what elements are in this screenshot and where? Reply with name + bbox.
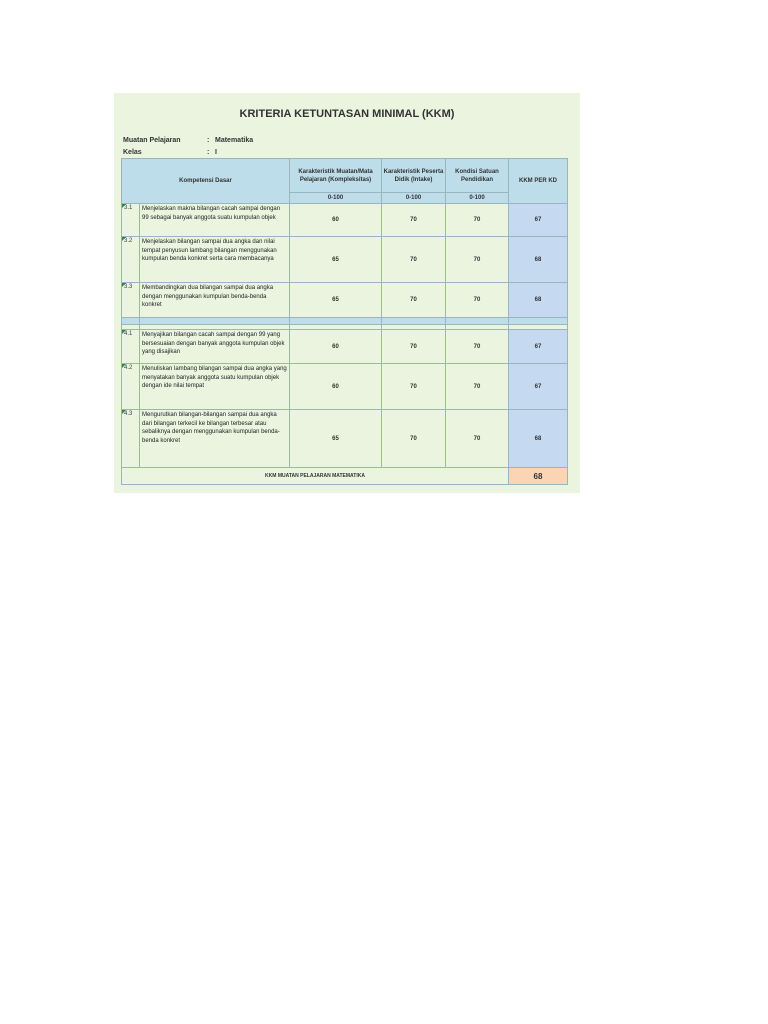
table-row [122,330,568,364]
page-title: KRITERIA KETUNTASAN MINIMAL (KKM) [239,108,455,120]
pendidikan-value: 70 [446,330,509,364]
kompleksitas-value: 65 [290,283,382,318]
pendidikan-value: 70 [446,204,509,237]
kd-description: Menuliskan lambang bilangan sampai dua angka yang menyatakan banyak anggota suatu kumpulan objek dengan ide nilai tempat [140,364,290,410]
kd-description: Menjelaskan bilangan sampai dua angka dan nilai tempat penyusun lambang bilangan menggunakan kumpulan benda konkret serta cara membacanya [140,237,290,283]
table-row [122,204,568,237]
header-kompetensi-dasar: Kompetensi Dasar [122,159,290,204]
kd-number: 3.1 [122,204,140,237]
summary-kkm-value: 68 [509,468,568,485]
meta-label: Muatan Pelajaran [123,137,181,144]
intake-value: 70 [382,410,446,468]
pendidikan-value: 70 [446,283,509,318]
kd-number: 4.3 [122,410,140,468]
header-kompleksitas: Karakteristik Muatan/Mata Pelajaran (Kompleksitas) [290,159,382,193]
pendidikan-value: 70 [446,364,509,410]
table-row [122,410,568,468]
meta-colon: : [207,137,210,144]
group-separator [122,318,568,325]
header-intake: Karakteristik Peserta Didik (Intake) [382,159,446,193]
meta-value: Matematika [215,137,254,144]
kkm-value: 68 [509,410,568,468]
header-range: 0-100 [290,193,382,204]
kkm-value: 68 [509,237,568,283]
kompleksitas-value: 60 [290,204,382,237]
summary-label: KKM MUATAN PELAJARAN MATEMATIKA [122,468,509,485]
kd-description: Mengurutkan bilangan-bilangan sampai dua angka dari bilangan terkecil ke bilangan terbesar atau sebaliknya dengan menggunakan kumpulan benda-benda konkret [140,410,290,468]
header-range: 0-100 [382,193,446,204]
pendidikan-value: 70 [446,237,509,283]
kd-number: 3.3 [122,283,140,318]
table-row [122,237,568,283]
meta-class [123,149,217,156]
table-row [122,364,568,410]
kd-number: 3.2 [122,237,140,283]
header-kkm-per-kd: KKM PER KD [509,159,568,204]
kompleksitas-value: 60 [290,330,382,364]
kd-number: 4.1 [122,330,140,364]
meta-colon: : [207,149,210,156]
intake-value: 70 [382,283,446,318]
meta-value: I [215,149,217,156]
kd-description: Menyajikan bilangan cacah sampai dengan 99 yang bersesuaian dengan banyak anggota kumpulan objek yang disajikan [140,330,290,364]
intake-value: 70 [382,330,446,364]
kkm-table [121,158,568,485]
kompleksitas-value: 60 [290,364,382,410]
meta-label: Kelas [123,149,142,156]
summary-row [122,468,568,485]
kd-description: Menjelaskan makna bilangan cacah sampai dengan 99 sebagai banyak anggota suatu kumpulan objek [140,204,290,237]
intake-value: 70 [382,364,446,410]
kkm-value: 67 [509,330,568,364]
intake-value: 70 [382,237,446,283]
kkm-value: 67 [509,204,568,237]
meta-subject [123,137,253,144]
kd-description: Membandingkan dua bilangan sampai dua angka dengan menggunakan kumpulan benda-benda konkret [140,283,290,318]
table-row [122,283,568,318]
kompleksitas-value: 65 [290,410,382,468]
kkm-value: 68 [509,283,568,318]
pendidikan-value: 70 [446,410,509,468]
header-pendidikan: Kondisi Satuan Pendidikan [446,159,509,193]
intake-value: 70 [382,204,446,237]
kd-number: 4.2 [122,364,140,410]
kkm-value: 67 [509,364,568,410]
kompleksitas-value: 65 [290,237,382,283]
header-range: 0-100 [446,193,509,204]
